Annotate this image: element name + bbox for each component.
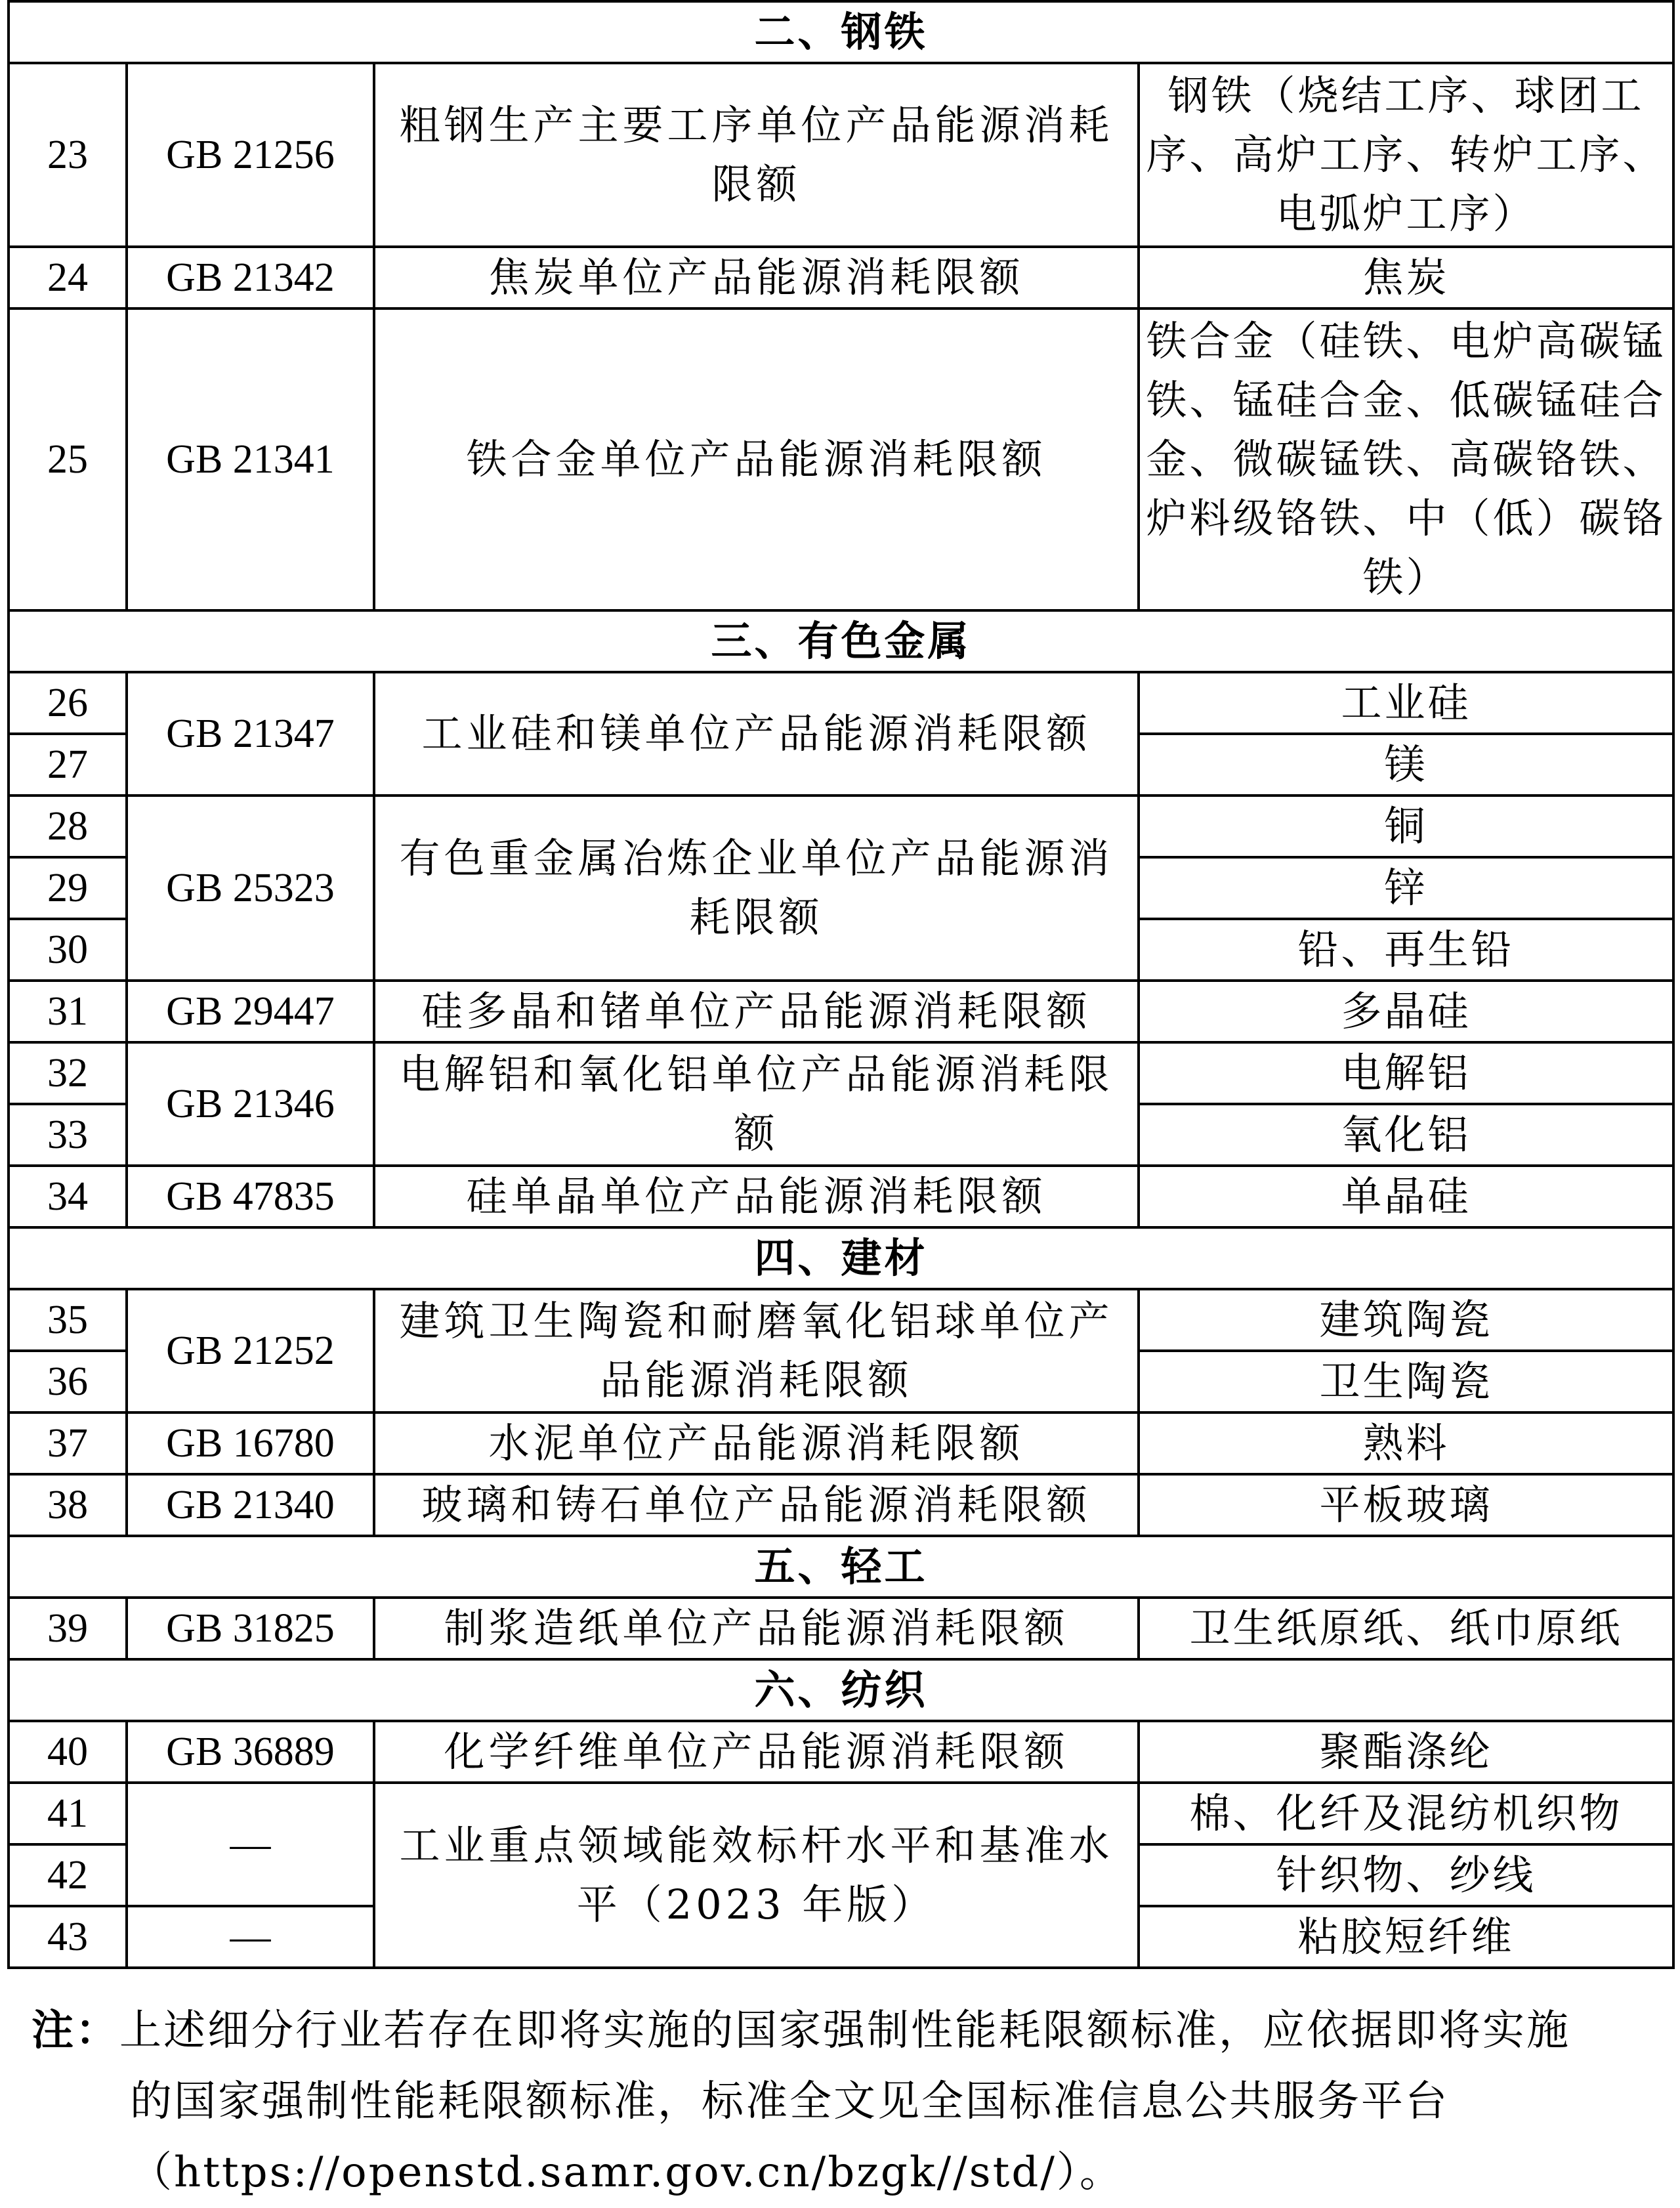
row-number: 43 <box>9 1906 127 1968</box>
industry-scope: 焦炭 <box>1139 247 1673 308</box>
section-heading: 三、有色金属 <box>9 610 1673 672</box>
section-row <box>9 610 1673 672</box>
table-row <box>9 1412 1673 1474</box>
section-row <box>9 1659 1673 1721</box>
row-number: 40 <box>9 1721 127 1783</box>
industry-scope: 多晶硅 <box>1139 981 1673 1042</box>
standard-code: GB 25323 <box>127 796 374 981</box>
row-number: 29 <box>9 857 127 919</box>
row-number: 31 <box>9 981 127 1042</box>
standard-name: 硅多晶和锗单位产品能源消耗限额 <box>374 981 1139 1042</box>
table-row <box>9 1783 1673 1844</box>
standard-code: GB 21346 <box>127 1042 374 1166</box>
industry-scope: 熟料 <box>1139 1412 1673 1474</box>
industry-scope: 粘胶短纤维 <box>1139 1906 1673 1968</box>
row-number: 28 <box>9 796 127 857</box>
table-row <box>9 247 1673 308</box>
footnote <box>32 1995 1659 2208</box>
table-row <box>9 796 1673 857</box>
row-number: 37 <box>9 1412 127 1474</box>
standard-name: 粗钢生产主要工序单位产品能源消耗限额 <box>374 63 1139 247</box>
standard-name: 化学纤维单位产品能源消耗限额 <box>374 1721 1139 1783</box>
standard-name: 玻璃和铸石单位产品能源消耗限额 <box>374 1474 1139 1536</box>
standard-code: GB 36889 <box>127 1721 374 1783</box>
row-number: 35 <box>9 1289 127 1351</box>
row-number: 41 <box>9 1783 127 1844</box>
standard-code: GB 47835 <box>127 1166 374 1227</box>
standard-code: GB 21340 <box>127 1474 374 1536</box>
standard-code: GB 31825 <box>127 1598 374 1659</box>
standard-name: 建筑卫生陶瓷和耐磨氧化铝球单位产品能源消耗限额 <box>374 1289 1139 1412</box>
industry-scope: 卫生纸原纸、纸巾原纸 <box>1139 1598 1673 1659</box>
industry-scope: 平板玻璃 <box>1139 1474 1673 1536</box>
table-row <box>9 1721 1673 1783</box>
table-row <box>9 981 1673 1042</box>
standard-name: 制浆造纸单位产品能源消耗限额 <box>374 1598 1139 1659</box>
section-row <box>9 1536 1673 1598</box>
row-number: 42 <box>9 1844 127 1906</box>
standard-name: 工业重点领域能效标杆水平和基准水平（2023 年版） <box>374 1783 1139 1968</box>
footnote-line: 的国家强制性能耗限额标准，标准全文见全国标准信息公共服务平台 <box>130 2077 1449 2126</box>
industry-scope: 铅、再生铅 <box>1139 919 1673 981</box>
row-number: 32 <box>9 1042 127 1104</box>
row-number: 25 <box>9 308 127 610</box>
industry-scope: 卫生陶瓷 <box>1139 1351 1673 1412</box>
footnote-line <box>32 1995 1659 2066</box>
section-heading: 四、建材 <box>9 1227 1673 1289</box>
row-number: 24 <box>9 247 127 308</box>
footnote-link-text: （https://openstd.samr.gov.cn/bzgk//std/）。 <box>130 2148 1124 2197</box>
standard-code: GB 21347 <box>127 672 374 796</box>
table-row <box>9 1474 1673 1536</box>
table-row <box>9 308 1673 610</box>
industry-scope: 工业硅 <box>1139 672 1673 734</box>
standard-code: GB 29447 <box>127 981 374 1042</box>
row-number: 30 <box>9 919 127 981</box>
table-row <box>9 1166 1673 1227</box>
standard-code: GB 21341 <box>127 308 374 610</box>
row-number: 23 <box>9 63 127 247</box>
industry-scope: 镁 <box>1139 734 1673 796</box>
standard-name: 电解铝和氧化铝单位产品能源消耗限额 <box>374 1042 1139 1166</box>
standard-name: 有色重金属冶炼企业单位产品能源消耗限额 <box>374 796 1139 981</box>
industry-scope: 锌 <box>1139 857 1673 919</box>
standard-name: 水泥单位产品能源消耗限额 <box>374 1412 1139 1474</box>
industry-scope: 铜 <box>1139 796 1673 857</box>
standard-name: 铁合金单位产品能源消耗限额 <box>374 308 1139 610</box>
footnote-label: 注： <box>32 2006 119 2055</box>
section-heading: 五、轻工 <box>9 1536 1673 1598</box>
industry-scope: 铁合金（硅铁、电炉高碳锰铁、锰硅合金、低碳锰硅合金、微碳锰铁、高碳铬铁、炉料级铬铁、中（低）碳铬铁） <box>1139 308 1673 610</box>
standard-code: GB 21256 <box>127 63 374 247</box>
row-number: 38 <box>9 1474 127 1536</box>
standard-code: — <box>127 1783 374 1906</box>
industry-scope: 氧化铝 <box>1139 1104 1673 1166</box>
industry-scope: 单晶硅 <box>1139 1166 1673 1227</box>
industry-scope: 钢铁（烧结工序、球团工序、高炉工序、转炉工序、电弧炉工序） <box>1139 63 1673 247</box>
industry-scope: 针织物、纱线 <box>1139 1844 1673 1906</box>
table-row <box>9 1598 1673 1659</box>
row-number: 26 <box>9 672 127 734</box>
table-row <box>9 63 1673 247</box>
row-number: 33 <box>9 1104 127 1166</box>
industry-scope: 电解铝 <box>1139 1042 1673 1104</box>
row-number: 34 <box>9 1166 127 1227</box>
section-row <box>9 1227 1673 1289</box>
row-number: 39 <box>9 1598 127 1659</box>
row-number: 27 <box>9 734 127 796</box>
section-row <box>9 1 1673 63</box>
table-row <box>9 1042 1673 1104</box>
standard-code: GB 21252 <box>127 1289 374 1412</box>
standard-name: 工业硅和镁单位产品能源消耗限额 <box>374 672 1139 796</box>
standard-code: — <box>127 1906 374 1968</box>
standard-name: 焦炭单位产品能源消耗限额 <box>374 247 1139 308</box>
standard-name: 硅单晶单位产品能源消耗限额 <box>374 1166 1139 1227</box>
footnote-text: 上述细分行业若存在即将实施的国家强制性能耗限额标准，应依据即将实施 <box>119 2006 1570 2055</box>
section-heading: 二、钢铁 <box>9 1 1673 63</box>
industry-scope: 棉、化纤及混纺机织物 <box>1139 1783 1673 1844</box>
section-heading: 六、纺织 <box>9 1659 1673 1721</box>
industry-scope: 聚酯涤纶 <box>1139 1721 1673 1783</box>
standard-code: GB 16780 <box>127 1412 374 1474</box>
table-row <box>9 672 1673 734</box>
standard-code: GB 21342 <box>127 247 374 308</box>
industry-scope: 建筑陶瓷 <box>1139 1289 1673 1351</box>
energy-limit-standards-table <box>7 0 1675 1969</box>
table-row <box>9 1289 1673 1351</box>
row-number: 36 <box>9 1351 127 1412</box>
